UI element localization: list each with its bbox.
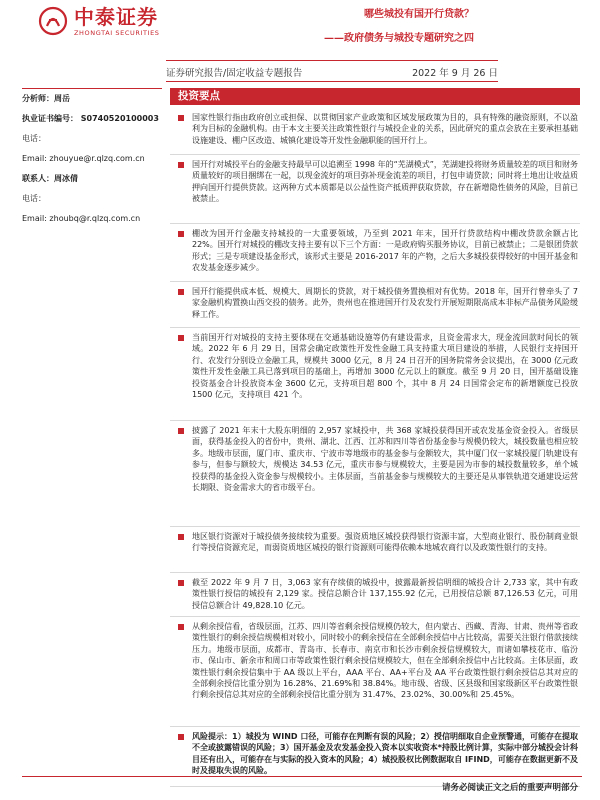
contact-phone: 电话： bbox=[22, 194, 46, 203]
footer-disclaimer: 请务必阅读正文之后的重要声明部分 bbox=[441, 783, 578, 793]
key-points-list bbox=[170, 108, 580, 787]
key-point-text: 国开行对城投平台的金融支持最早可以追溯至 1998 年的“芜湖模式”，芜湖建投将财务质量较差的项目和财务质量较好的项目捆绑在一起，以现金流好的项目弥补现金流差的项目，打包申请贷款；同时将土地出让收益质押向国开行提供贷款。这两种方式本质都是以公益性资产抵质押获取贷款，存在新增隐性债务的风险，目前已被禁止。 bbox=[192, 160, 578, 204]
key-point bbox=[170, 617, 580, 727]
logo-en-text: ZHONGTAI SECURITIES bbox=[74, 29, 160, 37]
key-point-text: 国开行能提供成本低、规模大、周期长的贷款，对于城投债务置换相对有优势。2018 年，国开行曾牵头了 7 家金融机构置换山西交投的债务。此外，贵州也在推进国开行及农发行开展短期限高成本非标产品债务风险缓释工作。 bbox=[192, 287, 578, 319]
key-point bbox=[170, 108, 580, 155]
analyst-name: 分析师：周岳 bbox=[22, 94, 70, 103]
bullet-square-icon bbox=[178, 428, 184, 434]
report-meta bbox=[166, 65, 498, 79]
bullet-square-icon bbox=[178, 624, 184, 630]
key-point-text: 截至 2022 年 9 月 7 日，3,063 家有存续债的城投中，披露最新授信明细的城投合计 2,733 家，其中有政策性银行授信的城投有 2,129 家。授信总额合计 137,155.92 亿元，已用授信总额 87,126.53 亿元，可用授信总额合计 49,828.10 亿元。 bbox=[192, 578, 578, 610]
key-point-text: 从剩余授信看，省级层面，江苏、四川等省剩余授信规模仍较大，但内蒙古、西藏、青海、甘肃、贵州等省政策性银行的剩余授信规模相对较小，同时较小的剩余授信在全部剩余授信中占比较高，需要关注银行借款接续压力。地级市层面，成都市、青岛市、长春市、南京市和长沙市剩余授信规模较大，而诸如攀枝花市、临汾市、保山市、新余市和周口市等政策性银行剩余授信规模较大，但在全部剩余授信中占比较高。主体层面，政策性银行剩余授信集中于 AA 级以上平台，AAA 平台、AA+平台及 AA 平台政策性银行剩余授信总其对应的全部剩余授信比重分别为 16.28%、21.69%和 38.84%。地市级、省级、区县级和国家级新区平台政策性银行剩余授信总其对应的全部剩余授信比重分别为 31.47%、23.02%、30.00%和 25.45%。 bbox=[192, 622, 578, 700]
key-point bbox=[170, 328, 580, 421]
contact-name: 联系人：周冰倩 bbox=[22, 174, 78, 183]
analyst-license: 执业证书编号： S0740520100003 bbox=[22, 114, 159, 123]
key-point bbox=[170, 282, 580, 328]
bullet-square-icon bbox=[178, 289, 184, 295]
report-type: 证券研究报告/固定收益专题报告 bbox=[166, 68, 303, 79]
key-point bbox=[170, 573, 580, 617]
report-title: 哪些城投有国开行贷款？ bbox=[364, 9, 474, 20]
key-point bbox=[170, 224, 580, 282]
company-logo bbox=[38, 6, 160, 37]
footer-divider bbox=[22, 776, 582, 777]
analyst-panel bbox=[22, 93, 162, 233]
header-divider-top bbox=[166, 60, 498, 61]
analyst-email[interactable]: Email: zhouyue@r.qlzq.com.cn bbox=[22, 154, 145, 163]
risk-warning-text: 风险提示：1）城投为 WIND 口径，可能存在判断有误的风险；2）授信明细取自企业预警通，可能存在提取不全或披露错误的风险；3）国开基金及农发基金投入资本以实收资本*持股比例计算，实际中部分城投会计科目还有出入，可能存在与实际的投入资本的风险；4）城投股权比例数据取自 IFIND，可能存在数据更新不及时及提取失误的风险。 bbox=[192, 732, 578, 776]
bullet-square-icon bbox=[178, 734, 184, 740]
bullet-square-icon bbox=[178, 335, 184, 341]
analyst-divider-top bbox=[22, 88, 162, 89]
key-point bbox=[170, 421, 580, 527]
key-point bbox=[170, 527, 580, 573]
header-divider-bottom bbox=[166, 81, 498, 82]
key-point-text: 当前国开行对城投的支持主要体现在交通基础设施等仍有建设需求，且资金需求大，现金流回款时间长的领域。2022 年 6 月 29 日，国常会确定政策性开发性金融工具支持重大项目建设的举措，人民银行支持国开行、农发行分别设立金融工具，规模共 3000 亿元，8 月 24 日召开的国务院常务会议提出，在 3000 亿元政策性开发性金融工具已落到项目的基础上，再增加 3000 亿元以上的额度。截至 9 月 20 日，国开基础设施投资基金合计投放资本金 3600 亿元，支持项目超 800 个，其中 8 月 24 日国常会定布的新增额度已投放 1500 亿元，支持项目 421 个。 bbox=[192, 333, 578, 400]
logo-cn-text: 中泰证券 bbox=[74, 5, 158, 29]
bullet-square-icon bbox=[178, 115, 184, 121]
key-point-text: 国家性银行指由政府创立或担保、以贯彻国家产业政策和区域发展政策为目的，具有特殊的融资原则，不以盈利为目标的金融机构。由于本文主要关注政策性银行与城投企业的关系，因此研究的重点会放在主要承担基础设施建设、棚户区改造、城镇化建设等开发性金融职能的国开行上。 bbox=[192, 113, 578, 145]
zhongtai-logo-icon bbox=[38, 6, 68, 36]
report-date: 2022 年 9 月 26 日 bbox=[412, 68, 498, 79]
bullet-square-icon bbox=[178, 231, 184, 237]
bullet-square-icon bbox=[178, 580, 184, 586]
report-subtitle: ——政府债务与城投专题研究之四 bbox=[324, 33, 474, 44]
risk-warning bbox=[170, 727, 580, 787]
analyst-phone: 电话： bbox=[22, 134, 46, 143]
section-title: 投资要点 bbox=[178, 90, 220, 102]
report-title-block bbox=[324, 8, 474, 46]
key-point-text: 棚改为国开行金融支持城投的一大重要领域，乃至到 2021 年末，国开行贷款结构中棚改贷款余额占比 22%。国开行对城投的棚改支持主要有以下三个方面：一是政府购买服务协议，目前已被禁止；二是银团贷款形式；三是专项建设基金形式，该形式主要是 2016-2017 年的产物，之后大多城投获得较好的中国开基金和农发基金逐步减少。 bbox=[192, 229, 578, 273]
section-header bbox=[170, 88, 580, 105]
bullet-square-icon bbox=[178, 162, 184, 168]
key-point-text: 披露了 2021 年末十大股东明细的 2,957 家城投中，共 368 家城投获得国开或农发基金资金投入。省级层面，获得基金投入的省份中，贵州、湖北、江西、江苏和四川等省份基金参与规模仍较大，城投数量也相应较多。地级市层面，厦门市、重庆市、宁波市等地级市的基金参与金额较大，其中厦门仅一家城投厦门轨建设有参与，但参与额较大，规模达 34.53 亿元，重庆市参与规模较大，主要是因为市参的城投数量较多，单个城投获得的基金投入资金参与规模较小。主体层面，当前基金参与规模较大的主要还是从事铁轨道交通建设运营长期限、资金需求大的省市级平台。 bbox=[192, 426, 578, 493]
key-point-text: 地区银行资源对于城投债务接续较为重要。强资质地区城投获得银行资源丰富，大型商业银行、股份制商业银行等授信资源充足，而弱资质地区城投的银行资源则可能得依赖本地城农商行以及政策性银行的支持。 bbox=[192, 532, 578, 553]
key-point bbox=[170, 155, 580, 224]
bullet-square-icon bbox=[178, 534, 184, 540]
contact-email[interactable]: Email: zhoubq@r.qlzq.com.cn bbox=[22, 214, 141, 223]
